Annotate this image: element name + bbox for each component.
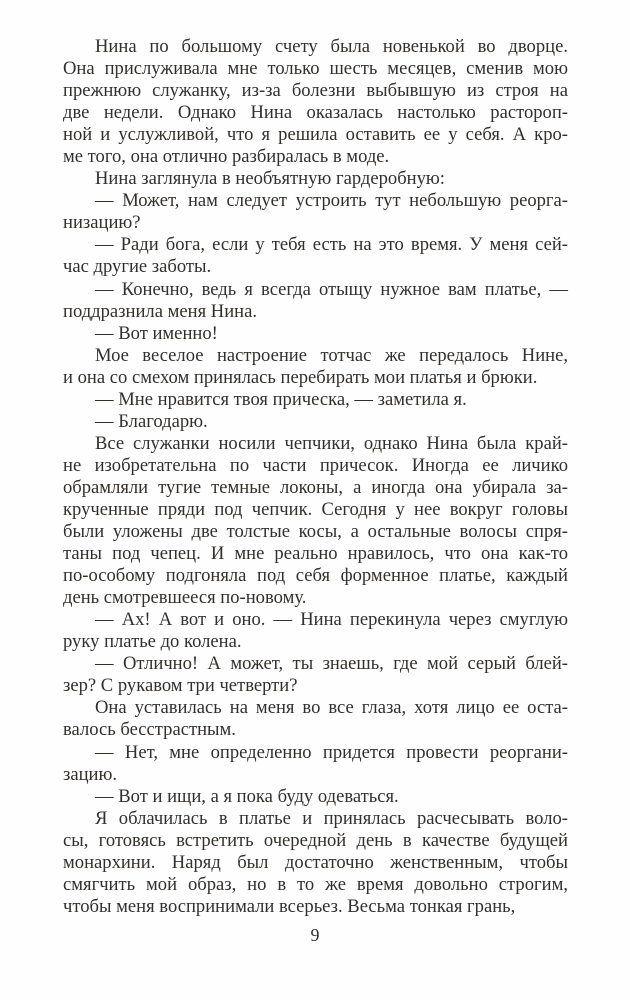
paragraph <box>63 411 568 433</box>
text-line: час другие заботы. <box>63 256 212 278</box>
text-line: Нина по большому счету была новенькой во дворце. <box>95 36 568 57</box>
text-line: чтобы меня воспринимали всерьез. Весьма тонкая грань, <box>63 895 516 917</box>
text-line: зер? С рукавом три четверти? <box>63 675 298 697</box>
text-line: руку платье до колена. <box>63 631 242 653</box>
text-line: Она прислуживала мне только шесть месяцев, сменив мою <box>63 58 568 80</box>
text-line: ме того, она отлично разбиралась в моде. <box>63 146 390 168</box>
text-line: поддразнила меня Нина. <box>63 300 258 322</box>
text-line: валось бесстрастным. <box>63 719 236 741</box>
paragraph <box>63 786 568 808</box>
text-line: смягчить мой образ, но в то же время довольно строгим, <box>63 873 568 895</box>
paragraph <box>63 234 568 278</box>
paragraph <box>63 168 568 190</box>
text-line: по-особому подгоняла под себя форменное платье, каждый <box>63 565 568 587</box>
text-line: день смотревшееся по-новому. <box>63 587 307 609</box>
paragraph <box>63 653 568 697</box>
paragraph <box>63 389 568 411</box>
text-line: — Может, нам следует устроить тут небольшую реорга- <box>95 190 568 212</box>
text-line: Она уставилась на меня во все глаза, хотя лицо ее оста- <box>95 697 568 719</box>
text-line: были уложены две толстые косы, а остальные волосы спря- <box>63 521 568 543</box>
text-line: сы, готовясь встретить очередной день в качестве будущей <box>63 829 568 851</box>
paragraph <box>63 433 568 609</box>
text-line: — Конечно, ведь я всегда отыщу нужное вам платье, — <box>95 278 568 300</box>
paragraph <box>63 697 568 741</box>
text-line: и она со смехом принялась перебирать мои платья и брюки. <box>63 366 538 388</box>
text-line: ной и услужливой, что я решила оставить ее у себя. А кро- <box>63 124 568 146</box>
paragraph <box>63 323 568 345</box>
text-line: не изобретательна по части причесок. Иногда ее личико <box>63 454 568 476</box>
text-line: — Мне нравится твоя прическа, — заметила я. <box>95 388 467 410</box>
text-line: — Отлично! А может, ты знаешь, где мой серый блей- <box>95 653 568 675</box>
text-line: низацию? <box>63 212 141 234</box>
text-line: обрамляли тугие темные локоны, а иногда она убирала за- <box>63 476 568 498</box>
text-line: Нина заглянула в необъятную гардеробную: <box>95 168 445 190</box>
text-line: Все служанки носили чепчики, однако Нина была край- <box>95 432 568 454</box>
text-line: — Благодарю. <box>95 410 208 432</box>
text-line: зацию. <box>63 763 118 785</box>
page-number: 9 <box>310 925 320 945</box>
text-line: Я облачилась в платье и принялась расчесывать воло- <box>95 807 568 829</box>
paragraph <box>63 279 568 323</box>
paragraph <box>63 36 568 168</box>
text-line: — Ради бога, если у тебя есть на это время. У меня сей- <box>95 234 568 256</box>
text-line: прежнюю служанку, из-за болезни выбывшую из строя на <box>63 80 568 102</box>
text-line: — Ах! А вот и оно. — Нина перекинула через смуглую <box>95 609 568 631</box>
paragraph <box>63 808 568 918</box>
text-line: — Нет, мне определенно придется провести реоргани- <box>95 741 568 763</box>
text-line: Мое веселое настроение тотчас же передалось Нине, <box>95 344 568 366</box>
text-line: — Вот именно! <box>95 322 218 344</box>
page-text <box>63 36 568 918</box>
text-line: монархини. Наряд был достаточно женственным, чтобы <box>63 851 568 873</box>
text-line: таны под чепец. И мне реально нравилось, что она как-то <box>63 543 568 565</box>
paragraph <box>63 190 568 234</box>
text-line: две недели. Однако Нина оказалась настолько растороп- <box>63 102 568 124</box>
text-line: — Вот и ищи, а я пока буду одеваться. <box>95 785 399 807</box>
paragraph <box>63 742 568 786</box>
paragraph <box>63 345 568 389</box>
paragraph <box>63 609 568 653</box>
text-line: крученные пряди под чепчик. Сегодня у нее вокруг головы <box>63 498 568 520</box>
